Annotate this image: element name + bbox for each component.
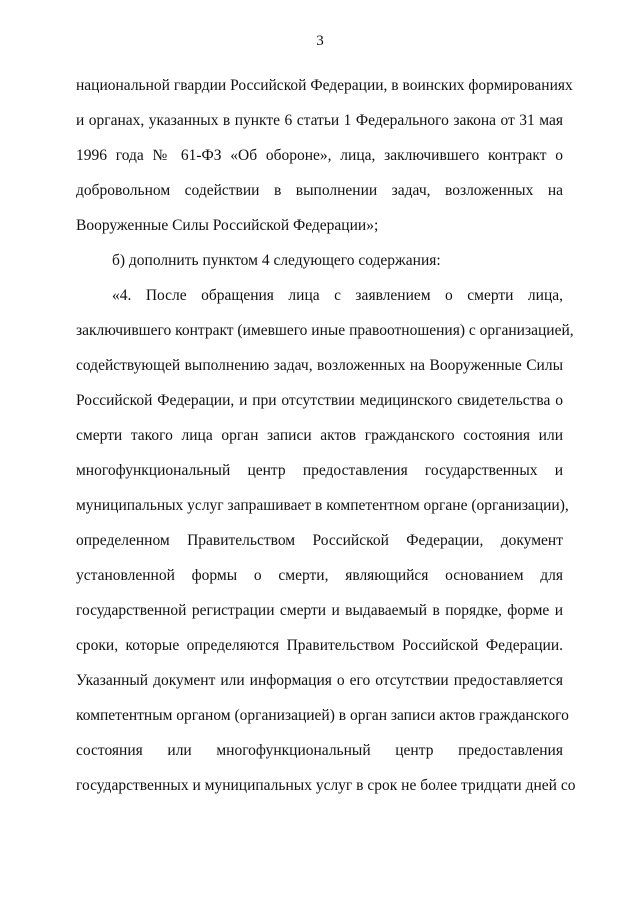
text-line: добровольном содействии в выполнении задач, возложенных на (76, 182, 563, 199)
text-line: б) дополнить пунктом 4 следующего содержания: (112, 252, 441, 269)
text-line: состояния или многофункциональный центр предоставления (76, 742, 563, 759)
text-line: заключившего контракт (имевшего иные правоотношения) с организацией, (76, 322, 574, 339)
text-line: «4. После обращения лица с заявлением о смерти лица, (112, 287, 563, 304)
text-line: Указанный документ или информация о его отсутствии предоставляется (76, 672, 563, 689)
text-line: содействующей выполнению задач, возложенных на Вооруженные Силы (76, 357, 563, 374)
text-line: определенном Правительством Российской Федерации, документ (76, 532, 563, 549)
text-line: смерти такого лица орган записи актов гражданского состояния или (76, 427, 563, 444)
text-line: Российской Федерации, и при отсутствии медицинского свидетельства о (76, 392, 563, 409)
text-line: сроки, которые определяются Правительством Российской Федерации. (76, 637, 563, 654)
text-line: 1996 года № 61-ФЗ «Об обороне», лица, заключившего контракт о (76, 147, 563, 164)
text-line: компетентным органом (организацией) в орган записи актов гражданского (76, 707, 569, 724)
text-line: и органах, указанных в пункте 6 статьи 1 Федерального закона от 31 мая (76, 112, 563, 129)
page-number: 3 (316, 33, 324, 49)
text-line: национальной гвардии Российской Федерации, в воинских формированиях (76, 77, 573, 94)
text-line: многофункциональный центр предоставления государственных и (76, 462, 563, 479)
text-line: муниципальных услуг запрашивает в компетентном органе (организации), (76, 497, 569, 514)
text-line: государственной регистрации смерти и выдаваемый в порядке, форме и (76, 602, 563, 619)
text-line: установленной формы о смерти, являющийся основанием для (76, 567, 563, 584)
text-line: Вооруженные Силы Российской Федерации»; (76, 217, 379, 234)
text-line: государственных и муниципальных услуг в срок не более тридцати дней со (76, 777, 576, 794)
